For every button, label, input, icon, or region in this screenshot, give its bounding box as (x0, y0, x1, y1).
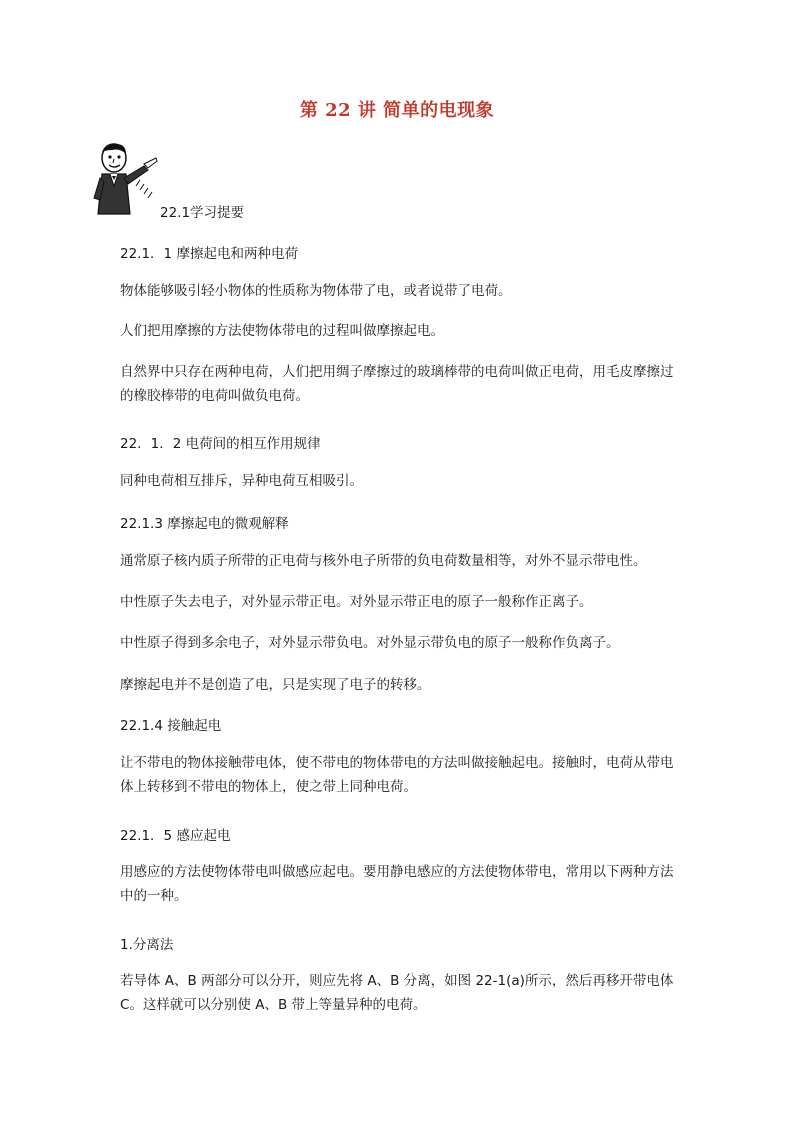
paragraph: 自然界中只存在两种电荷，人们把用绸子摩擦过的玻璃棒带的电荷叫做正电荷，用毛皮摩擦过的橡胶棒带的电荷叫做负电荷。 (120, 364, 674, 404)
subsection-heading: 22．1．2 电荷间的相互作用规律 (120, 436, 321, 452)
paragraph: 中性原子得到多余电子，对外显示带负电。对外显示带负电的原子一般称作负离子。 (120, 635, 620, 651)
paragraph: 人们把用摩擦的方法使物体带电的过程叫做摩擦起电。 (120, 323, 444, 339)
subsection-heading: 1.分离法 (120, 937, 174, 953)
subsection-heading: 22.1．1 摩擦起电和两种电荷 (120, 246, 298, 262)
paragraph: 同种电荷相互排斥，异种电荷互相吸引。 (120, 473, 363, 489)
paragraph: 通常原子核内质子所带的正电荷与核外电子所带的负电荷数量相等，对外不显示带电性。 (120, 553, 647, 569)
page-title: 第 22 讲 简单的电现象 (299, 100, 495, 121)
paragraph: 用感应的方法使物体带电叫做感应起电。要用静电感应的方法使物体带电，常用以下两种方法中的一种。 (120, 864, 674, 904)
paragraph: 让不带电的物体接触带电体，使不带电的物体带电的方法叫做接触起电。接触时，电荷从带电体上转移到不带电的物体上，使之带上同种电荷。 (120, 755, 674, 795)
subsection-heading: 22.1.4 接触起电 (120, 718, 222, 734)
paragraph: 中性原子失去电子，对外显示带正电。对外显示带正电的原子一般称作正离子。 (120, 594, 593, 610)
paragraph: 若导体 A、B 两部分可以分开，则应先将 A、B 分离，如图 22-1(a)所示，然后再移开带电体 C。这样就可以分别使 A、B 带上等量异种的电荷。 (120, 973, 674, 1013)
paragraph: 物体能够吸引轻小物体的性质称为物体带了电，或者说带了电荷。 (120, 283, 512, 299)
section-title: 22.1学习提要 (160, 205, 245, 221)
pointing-man-illustration (92, 140, 164, 218)
subsection-heading: 22.1.3 摩擦起电的微观解释 (120, 516, 289, 532)
subsection-heading: 22.1．5 感应起电 (120, 828, 231, 844)
paragraph: 摩擦起电并不是创造了电，只是实现了电子的转移。 (120, 677, 431, 693)
